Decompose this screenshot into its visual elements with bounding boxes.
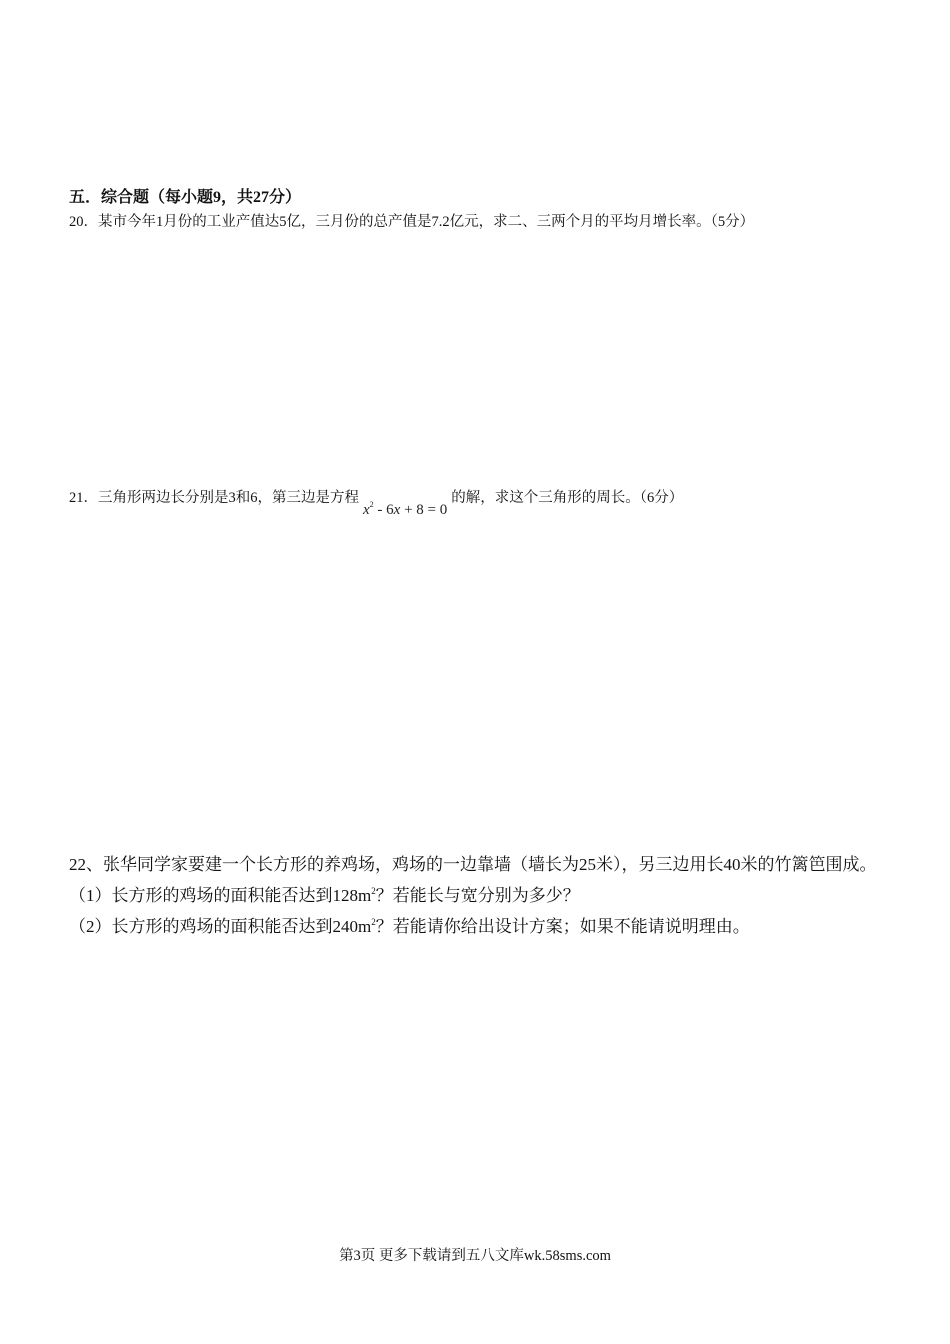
- question-21-prefix: 21．三角形两边长分别是3和6，第三边是方程: [69, 490, 359, 506]
- question-20: 20．某市今年1月份的工业产值达5亿，三月份的总产值是7.2亿元，求二、三两个月的平均月增长率。（5分）: [69, 214, 755, 230]
- equation-rest: + 8 = 0: [400, 502, 448, 518]
- question-22-sub-2: [69, 910, 884, 939]
- sub-2-text-end: ？若能请你给出设计方案；如果不能请说明理由。: [375, 917, 750, 936]
- page-footer: 第3页 更多下载请到五八文库wk.58sms.com: [339, 1248, 611, 1264]
- section-title: 五．综合题（每小题9，共27分）: [69, 189, 302, 206]
- sub-1-text: （1）长方形的鸡场的面积能否达到128m: [69, 886, 372, 905]
- sub-1-text-end: ？若能长与宽分别为多少？: [375, 886, 580, 905]
- question-21-suffix: 的解，求这个三角形的周长。（6分）: [451, 490, 684, 506]
- equation: [363, 493, 447, 522]
- sub-2-text: （2）长方形的鸡场的面积能否达到240m: [69, 917, 372, 936]
- sub-2-exponent: 2: [371, 917, 376, 927]
- equation-var-x-2: x: [393, 502, 401, 518]
- sub-1-exponent: 2: [371, 886, 376, 896]
- question-21: [69, 481, 889, 518]
- equation-var-x: x: [363, 502, 370, 518]
- question-22-stem: 22、张华同学家要建一个长方形的养鸡场，鸡场的一边靠墙（墙长为25米），另三边用长40米的竹篱笆围成。: [69, 855, 877, 874]
- question-22-sub-1: [69, 879, 884, 908]
- equation-exponent: 2: [369, 500, 374, 509]
- equation-middle: - 6: [373, 502, 394, 518]
- question-22: [69, 853, 884, 939]
